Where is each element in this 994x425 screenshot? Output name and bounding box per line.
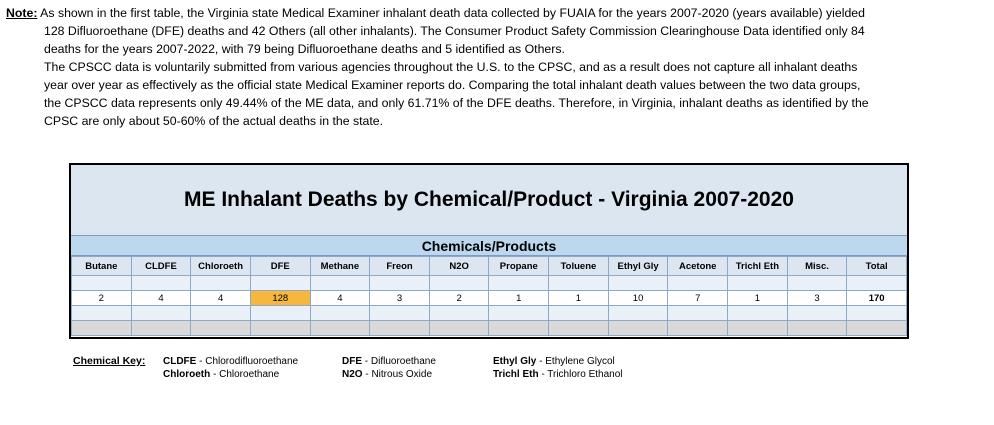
header-row: [72, 257, 907, 276]
empty-cell: [728, 321, 788, 336]
empty-cell: [310, 306, 370, 321]
header-propane: Propane: [489, 257, 549, 276]
empty-cell: [72, 276, 132, 291]
table-subtitle: Chemicals/Products: [71, 235, 907, 256]
empty-cell: [310, 321, 370, 336]
note-line-2: 128 Difluoroethane (DFE) deaths and 42 Others (all other inhalants). The Consumer Product Safety Commission Clearinghouse Data identified only 84: [44, 24, 865, 38]
empty-cell: [847, 321, 907, 336]
empty-cell: [72, 321, 132, 336]
value-cldfe: 4: [131, 291, 191, 306]
value-chloroeth: 4: [191, 291, 251, 306]
note-label: Note:: [6, 6, 38, 20]
key-abbr: DFE: [342, 356, 362, 367]
empty-cell: [72, 306, 132, 321]
empty-cell: [489, 276, 549, 291]
empty-cell: [668, 276, 728, 291]
deaths-table: [69, 163, 909, 339]
value-trichl-eth: 1: [728, 291, 788, 306]
value-misc: 3: [787, 291, 847, 306]
empty-cell: [847, 276, 907, 291]
empty-cell: [370, 276, 430, 291]
table-title: ME Inhalant Deaths by Chemical/Product - Virginia 2007-2020: [71, 165, 907, 235]
key-entry-chloroeth: [163, 368, 298, 381]
key-desc: - Chloroethane: [210, 369, 280, 380]
key-entry-trichl-eth: [493, 368, 623, 381]
empty-cell: [728, 276, 788, 291]
key-column-1: [163, 355, 298, 381]
empty-cell: [429, 276, 489, 291]
key-column-2: [342, 355, 436, 381]
empty-cell: [608, 306, 668, 321]
key-abbr: CLDFE: [163, 356, 197, 367]
empty-cell: [608, 321, 668, 336]
value-methane: 4: [310, 291, 370, 306]
empty-cell: [131, 321, 191, 336]
empty-cell: [489, 306, 549, 321]
header-n2o: N2O: [429, 257, 489, 276]
empty-cell: [608, 276, 668, 291]
key-entry-dfe: [342, 355, 436, 368]
value-toluene: 1: [549, 291, 609, 306]
empty-cell: [131, 306, 191, 321]
value-total: 170: [847, 291, 907, 306]
header-freon: Freon: [370, 257, 430, 276]
empty-cell: [429, 306, 489, 321]
empty-cell: [370, 321, 430, 336]
blank-row: [72, 276, 907, 291]
key-desc: - Nitrous Oxide: [362, 369, 433, 380]
key-entry-cldfe: [163, 355, 298, 368]
note-text: As shown in the first table, the Virginia state Medical Examiner inhalant death data collected by FUAIA for the years 2007-2020 (years available) yielded: [40, 6, 865, 20]
key-desc: - Chlorodifluoroethane: [196, 356, 299, 367]
empty-cell: [728, 306, 788, 321]
header-trichl-eth: Trichl Eth: [728, 257, 788, 276]
empty-cell: [250, 276, 310, 291]
empty-cell: [370, 306, 430, 321]
header-dfe: DFE: [250, 257, 310, 276]
empty-cell: [847, 306, 907, 321]
header-toluene: Toluene: [549, 257, 609, 276]
value-propane: 1: [489, 291, 549, 306]
empty-cell: [549, 321, 609, 336]
value-dfe-highlight: 128: [250, 291, 310, 306]
key-entry-n2o: [342, 368, 436, 381]
empty-cell: [250, 306, 310, 321]
key-abbr: Trichl Eth: [493, 369, 539, 380]
value-butane: 2: [72, 291, 132, 306]
header-cldfe: CLDFE: [131, 257, 191, 276]
note-line-7: CPSC are only about 50-60% of the actual deaths in the state.: [44, 114, 384, 128]
table-grid: [71, 256, 907, 336]
header-ethyl-gly: Ethyl Gly: [608, 257, 668, 276]
header-butane: Butane: [72, 257, 132, 276]
header-methane: Methane: [310, 257, 370, 276]
header-chloroeth: Chloroeth: [191, 257, 251, 276]
empty-cell: [250, 321, 310, 336]
empty-cell: [787, 276, 847, 291]
value-n2o: 2: [429, 291, 489, 306]
note-line-6: the CPSCC data represents only 49.44% of the ME data, and only 61.71% of the DFE deaths. Therefore, in Virginia, inhalant deaths as identified by the: [44, 96, 869, 110]
key-abbr: Ethyl Gly: [493, 356, 537, 367]
empty-cell: [549, 276, 609, 291]
empty-cell: [489, 321, 549, 336]
empty-cell: [191, 306, 251, 321]
empty-cell: [191, 321, 251, 336]
key-desc: - Ethylene Glycol: [536, 356, 615, 367]
value-ethyl-gly: 10: [608, 291, 668, 306]
value-freon: 3: [370, 291, 430, 306]
key-abbr: Chloroeth: [163, 369, 211, 380]
empty-cell: [668, 306, 728, 321]
header-total: Total: [847, 257, 907, 276]
value-acetone: 7: [668, 291, 728, 306]
key-entry-ethyl-gly: [493, 355, 623, 368]
empty-cell: [131, 276, 191, 291]
key-column-3: [493, 355, 623, 381]
empty-cell: [429, 321, 489, 336]
empty-cell: [668, 321, 728, 336]
key-desc: - Trichloro Ethanol: [538, 369, 623, 380]
empty-cell: [310, 276, 370, 291]
grey-row: [72, 321, 907, 336]
blank-row: [72, 306, 907, 321]
data-row: [72, 291, 907, 306]
key-desc: - Difluoroethane: [362, 356, 436, 367]
note-line-5: year over year as effectively as the official state Medical Examiner reports do. Comparing the total inhalant death values between the two data groups,: [44, 78, 861, 92]
note-line-3: deaths for the years 2007-2022, with 79 being Difluoroethane deaths and 5 identified as Others.: [44, 42, 565, 56]
empty-cell: [787, 306, 847, 321]
empty-cell: [549, 306, 609, 321]
empty-cell: [787, 321, 847, 336]
key-abbr: N2O: [342, 369, 363, 380]
header-acetone: Acetone: [668, 257, 728, 276]
note-paragraph: [6, 4, 981, 130]
header-misc: Misc.: [787, 257, 847, 276]
chemical-key-title: Chemical Key:: [73, 355, 146, 367]
note-line-1: [6, 4, 981, 22]
note-line-4: The CPSCC data is voluntarily submitted from various agencies throughout the U.S. to the CPSC, and as a result does not capture all inhalant deaths: [44, 60, 858, 74]
empty-cell: [191, 276, 251, 291]
